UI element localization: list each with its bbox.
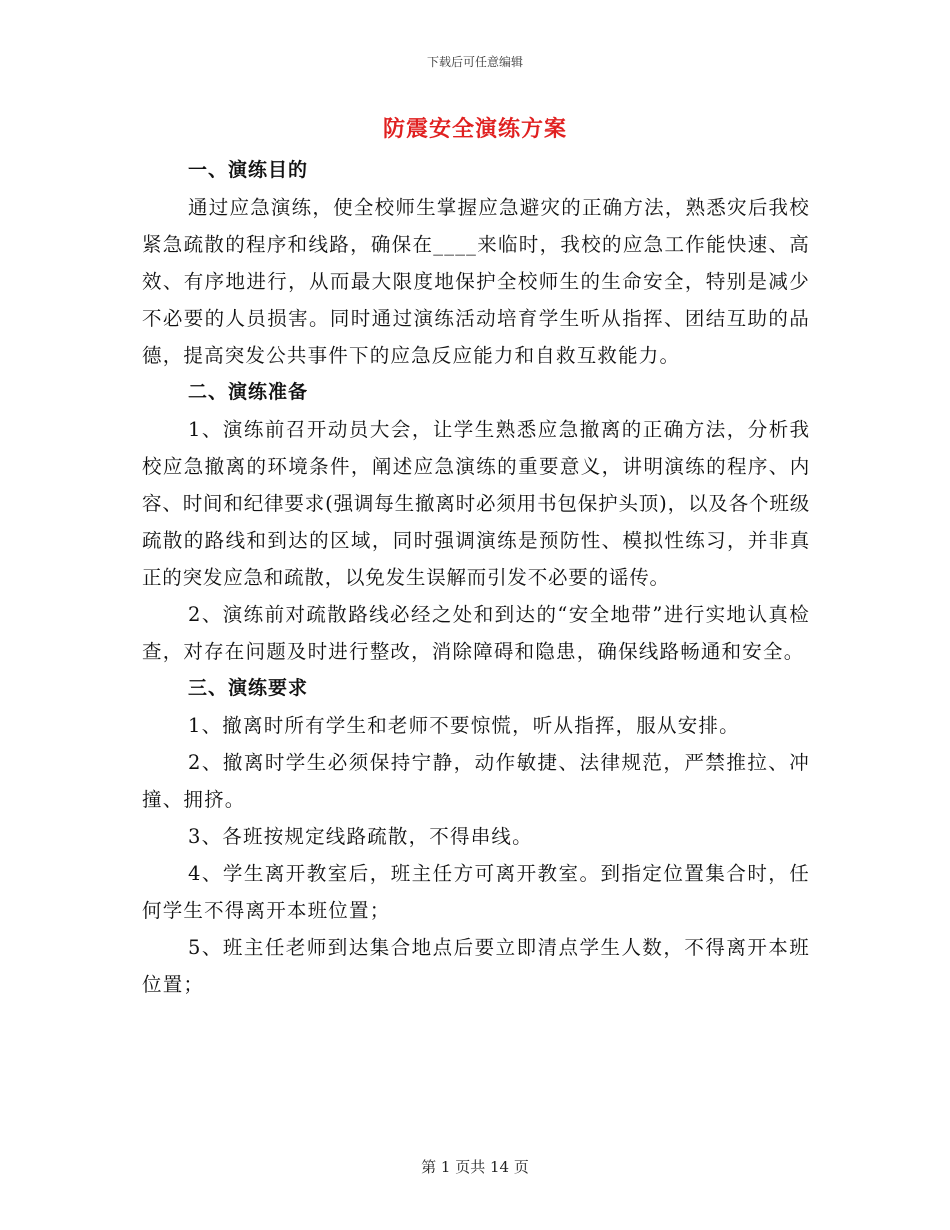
document-title: 防震安全演练方案	[382, 116, 567, 142]
document-body	[142, 152, 810, 1003]
list-item: 3、各班按规定线路疏散，不得串线。	[188, 825, 533, 848]
body-paragraph: 通过应急演练，使全校师生掌握应急避灾的正确方法，熟悉灾后我校紧急疏散的程序和线路，确保在____来临时，我校的应急工作能快速、高效、有序地进行，从而最大限度地保护全校师生的生命安全，特别是减少不必要的人员损害。同时通过演练活动培育学生听从指挥、团结互助的品德，提高突发公共事件下的应急反应能力和自救互救能力。	[142, 196, 810, 367]
page-footer: 第 1 页共 14 页	[421, 1158, 529, 1176]
section-requirements	[142, 670, 810, 1003]
list-item: 5、班主任老师到达集合地点后要立即清点学生人数，不得离开本班位置；	[142, 936, 810, 996]
section-heading: 一、演练目的	[188, 159, 309, 181]
list-item: 1、撤离时所有学生和老师不要惊慌，听从指挥，服从安排。	[188, 714, 740, 737]
section-heading: 三、演练要求	[188, 677, 309, 699]
section-preparation	[142, 374, 810, 670]
list-item: 2、撤离时学生必须保持宁静，动作敏捷、法律规范，严禁推拉、冲撞、拥挤。	[142, 751, 810, 811]
section-heading: 二、演练准备	[188, 381, 309, 403]
body-paragraph: 1、演练前召开动员大会，让学生熟悉应急撤离的正确方法，分析我校应急撤离的环境条件，阐述应急演练的重要意义，讲明演练的程序、内容、时间和纪律要求(强调每生撤离时必须用书包保护头顶)，以及各个班级疏散的路线和到达的区域，同时强调演练是预防性、模拟性练习，并非真正的突发应急和疏散，以免发生误解而引发不必要的谣传。	[142, 418, 810, 589]
body-paragraph: 2、演练前对疏散路线必经之处和到达的“安全地带”进行实地认真检查，对存在问题及时进行整改，消除障碍和隐患，确保线路畅通和安全。	[142, 603, 810, 663]
section-purpose	[142, 152, 810, 374]
list-item: 4、学生离开教室后，班主任方可离开教室。到指定位置集合时，任何学生不得离开本班位置；	[142, 862, 810, 922]
header-note: 下载后可任意编辑	[426, 55, 523, 69]
